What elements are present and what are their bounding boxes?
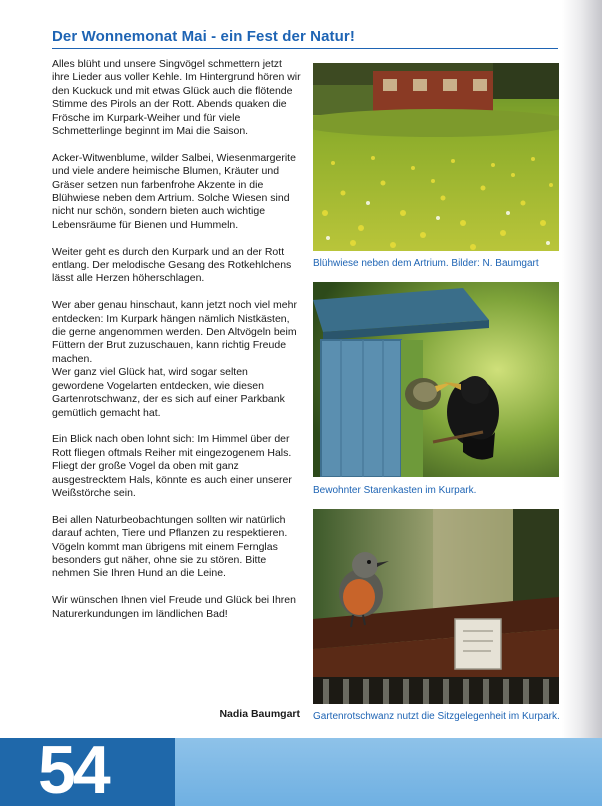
paragraph: Weiter geht es durch den Kurpark und an der Rott entlang. Der melodische Gesang des Rotkehlchens lässt alle Herzen höherschlagen. xyxy=(52,245,292,285)
article-title: Der Wonnemonat Mai - ein Fest der Natur! xyxy=(52,28,355,45)
redstart-photo xyxy=(313,509,559,704)
paragraph: Bei allen Naturbeobachtungen sollten wir natürlich darauf achten, Tiere und Pflanzen zu respektieren. Vögeln kommt man übrigens mit einem Fernglas besonders gut näher, ohne sie zu stören. Bitte nehmen Sie Ihren Hund an die Leine. xyxy=(52,513,288,580)
footer-band-light xyxy=(175,738,602,806)
page-number: 54 xyxy=(38,732,108,808)
paragraph: Wir wünschen Ihnen viel Freude und Glück bei Ihren Naturerkundungen im ländlichen Bad! xyxy=(52,594,296,620)
paragraph: Acker-Witwenblume, wilder Salbei, Wiesenmargerite und viele andere heimische Blumen, Kräuter und Gräser setzen nun farbenfrohe Akzente in die Blühwiese neben dem Artrium. Solche Wiesen sind nicht nur schön, sondern bieten auch wichtige Lebensräume für Bienen und Hummeln. xyxy=(52,151,296,231)
photo-caption: Bewohnter Starenkasten im Kurpark. xyxy=(313,485,477,496)
title-divider xyxy=(52,48,558,49)
paragraph: Ein Blick nach oben lohnt sich: Im Himmel über der Rott fliegen oftmals Reiher mit eingezogenem Hals. Fliegt der große Vogel da oben mit ganz ausgestrecktem Hals, könnte es auch einer unserer Weißstörche sein. xyxy=(52,433,292,499)
paragraph: Alles blüht und unsere Singvögel schmettern jetzt ihre Lieder aus voller Kehle. Im Hintergrund hören wir den Kuckuck und mit etwas Glück auch die flötende Stimme des Pirols an der Rott. Abends quaken die Frösche im Kurpark-Weiher und für viele Schmetterlinge beginnt im Mai die Saison. xyxy=(52,58,301,138)
paragraph: Wer aber genau hinschaut, kann jetzt noch viel mehr entdecken: Im Kurpark hängen nämlich Nistkästen, die gerne angenommen werden. Den Altvögeln beim Füttern der Brut zuzuschauen, kann richtig Freude machen. xyxy=(52,299,297,365)
author-name: Nadia Baumgart xyxy=(219,708,300,720)
meadow-photo xyxy=(313,63,559,251)
photo-caption: Blühwiese neben dem Artrium. Bilder: N. Baumgart xyxy=(313,258,539,269)
page-spine-shadow xyxy=(562,0,602,806)
paragraph: Wer ganz viel Glück hat, wird sogar selten gewordene Vogelarten entdecken, wie diesen Gartenrotschwanz, der es sich auf einer Parkbank gemütlich gemacht hat. xyxy=(52,366,285,419)
photo-caption: Gartenrotschwanz nutzt die Sitzgelegenheit im Kurpark. xyxy=(313,711,560,722)
nestbox-photo xyxy=(313,282,559,477)
article-body xyxy=(52,58,302,634)
